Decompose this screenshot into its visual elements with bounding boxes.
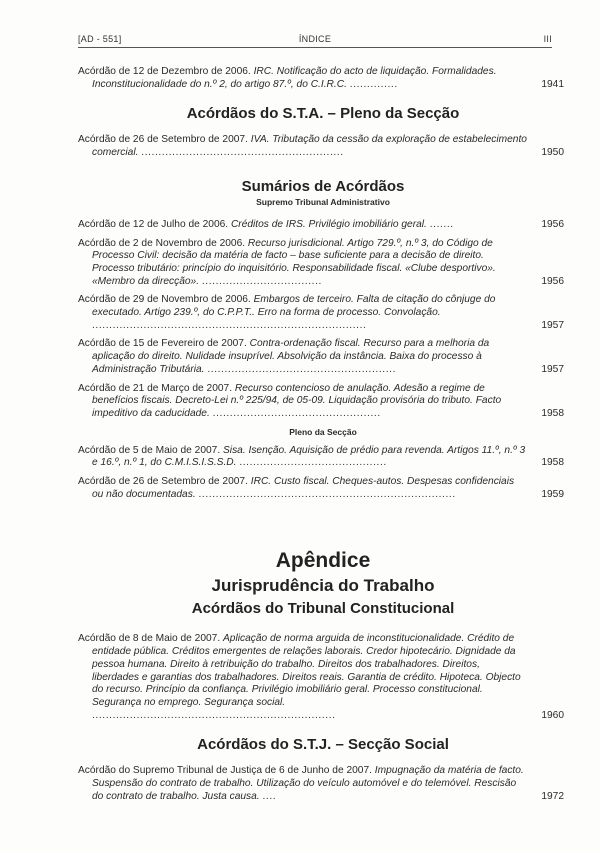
entry-subject: Impugnação da matéria de facto. Suspensão do contrato de trabalho. Utilização do veículo automóvel e do telemóvel. Rescisão do contrato de trabalho. Justa causa.	[92, 765, 524, 802]
entry-page: 1941	[541, 78, 564, 90]
entry-lead: Acórdão de 26 de Setembro de 2007.	[78, 476, 248, 488]
entry-page: 1957	[541, 319, 564, 331]
entry-subject: Recurso jurisdicional. Artigo 729.º, n.º 3, do Código de Processo Civil: decisão da matéria de facto – base suficiente para a decisão de direito. Processo tributário: princípio do inquisitório. Responsabilidade fiscal. «Clube desportivo». «Membro da direcção».	[92, 237, 496, 287]
section-heading-tribunal-constitucional: Acórdãos do Tribunal Constitucional	[191, 600, 455, 618]
entry-lead: Acórdão de 29 de Novembro de 2006.	[78, 294, 251, 306]
entry-subject: IRC. Notificação do acto de liquidação. Formalidades. Inconstitucionalidade do n.º 2, do artigo 87.º, do C.I.R.C.	[92, 66, 497, 90]
appendix-subtitle: Jurisprudência do Trabalho	[211, 576, 435, 596]
section-heading-stj-social: Acórdãos do S.T.J. – Secção Social	[197, 736, 449, 754]
entry-lead: Acórdão de 5 de Maio de 2007.	[78, 444, 221, 456]
index-entry	[78, 765, 568, 803]
index-entry	[78, 66, 568, 91]
entry-leader-dots: ....	[262, 790, 277, 802]
entry-lead: Acórdão de 8 de Maio de 2007.	[78, 633, 221, 645]
index-entry	[78, 238, 568, 289]
subsection-heading-pleno: Pleno da Secção	[289, 426, 357, 437]
entry-leader-dots: .................................................	[212, 407, 381, 419]
entry-leader-dots: ................................................................................	[92, 319, 367, 331]
entry-lead: Acórdão de 26 de Setembro de 2007.	[78, 134, 248, 146]
entry-subject: Recurso contencioso de anulação. Adesão a regime de benefícios fiscais. Decreto-Lei n.º 225/94, de 05-09. Liquidação provisória do tributo. Facto impeditivo da caducidade.	[92, 382, 502, 419]
entry-subject: IRC. Custo fiscal. Cheques-autos. Despesas confidenciais ou não documentadas.	[92, 476, 515, 500]
header-title: ÍNDICE	[298, 34, 332, 44]
entry-leader-dots: ..............	[349, 78, 398, 90]
header-rule	[78, 47, 552, 48]
header-page-number: III	[543, 34, 552, 44]
entry-lead: Acórdão de 12 de Dezembro de 2006.	[78, 66, 251, 77]
index-entry	[78, 633, 568, 722]
entry-page: 1958	[541, 457, 564, 469]
entry-page: 1972	[541, 790, 564, 802]
index-entry	[78, 294, 568, 332]
entry-leader-dots: ...........................................................	[141, 147, 344, 159]
entry-page: 1957	[541, 363, 564, 375]
entry-page: 1950	[541, 147, 564, 159]
index-content	[78, 66, 568, 810]
entry-lead: Acórdão de 2 de Novembro de 2006.	[78, 237, 246, 249]
subsection-heading-sta: Supremo Tribunal Administrativo	[256, 196, 390, 207]
index-entry	[78, 219, 568, 232]
entry-page: 1956	[541, 275, 564, 287]
entry-leader-dots: .......................................................................	[92, 709, 336, 721]
section-heading-sumarios: Sumários de Acórdãos	[241, 177, 405, 195]
index-entry	[78, 476, 568, 501]
entry-leader-dots: ...........................................	[239, 457, 387, 469]
appendix-title: Apêndice	[275, 549, 371, 573]
entry-subject: IVA. Tributação da cessão da exploração de estabelecimento comercial.	[92, 134, 527, 159]
entry-subject: Sisa. Isenção. Aquisição de prédio para revenda. Artigos 11.º, n.º 3 e 16.º, n.º 1, do C.M.I.S.I.S.S.D.	[92, 444, 526, 469]
running-header	[78, 32, 552, 48]
index-entry	[78, 383, 568, 421]
entry-subject: Créditos de IRS. Privilégio imobiliário geral.	[230, 218, 427, 230]
entry-lead: Acórdão do Supremo Tribunal de Justiça de 6 de Junho de 2007.	[78, 765, 372, 777]
entry-lead: Acórdão de 12 de Julho de 2006.	[78, 218, 229, 230]
index-entry	[78, 134, 568, 159]
entry-page: 1958	[541, 407, 564, 419]
index-entry	[78, 445, 568, 470]
entry-page: 1959	[541, 488, 564, 500]
entry-leader-dots: .......................................................	[207, 363, 397, 375]
index-entry	[78, 338, 568, 376]
entry-leader-dots: ...........................................................................	[198, 488, 456, 500]
entry-leader-dots: .......	[429, 218, 454, 230]
entry-page: 1956	[541, 218, 564, 230]
entry-subject: Embargos de terceiro. Falta de citação do cônjuge do executado. Artigo 239.º, do C.P.P.T.. Erro na forma de processo. Convolação.	[92, 294, 496, 319]
section-heading-sta-pleno: Acórdãos do S.T.A. – Pleno da Secção	[186, 105, 460, 123]
entry-subject: Aplicação de norma arguida de inconstitucionalidade. Crédito de entidade pública. Créditos emergentes de relações laborais. Credor hipotecário. Dignidade da pessoa humana. Direito à retribuição do trabalho. Direitos dos trabalhadores. Direitos, liberdades e garantias dos trabalhadores. Direitos reais. Garantia de crédito. Hipoteca. Objecto do recurso. Princípio da confiança. Privilégio imobiliário geral. Processo constitucional. Segurança no emprego. Segurança social.	[92, 633, 521, 708]
entry-subject: Contra-ordenação fiscal. Recurso para a melhoria da aplicação do direito. Nulidade insuprível. Absolvição da instância. Baixa do processo à Administração Tributária.	[92, 338, 490, 375]
entry-page: 1960	[541, 709, 564, 721]
entry-lead: Acórdão de 15 de Fevereiro de 2007.	[78, 338, 247, 350]
entry-leader-dots: ...................................	[201, 275, 322, 287]
header-code: [AD - 551]	[78, 34, 122, 44]
entry-lead: Acórdão de 21 de Março de 2007.	[78, 382, 233, 394]
